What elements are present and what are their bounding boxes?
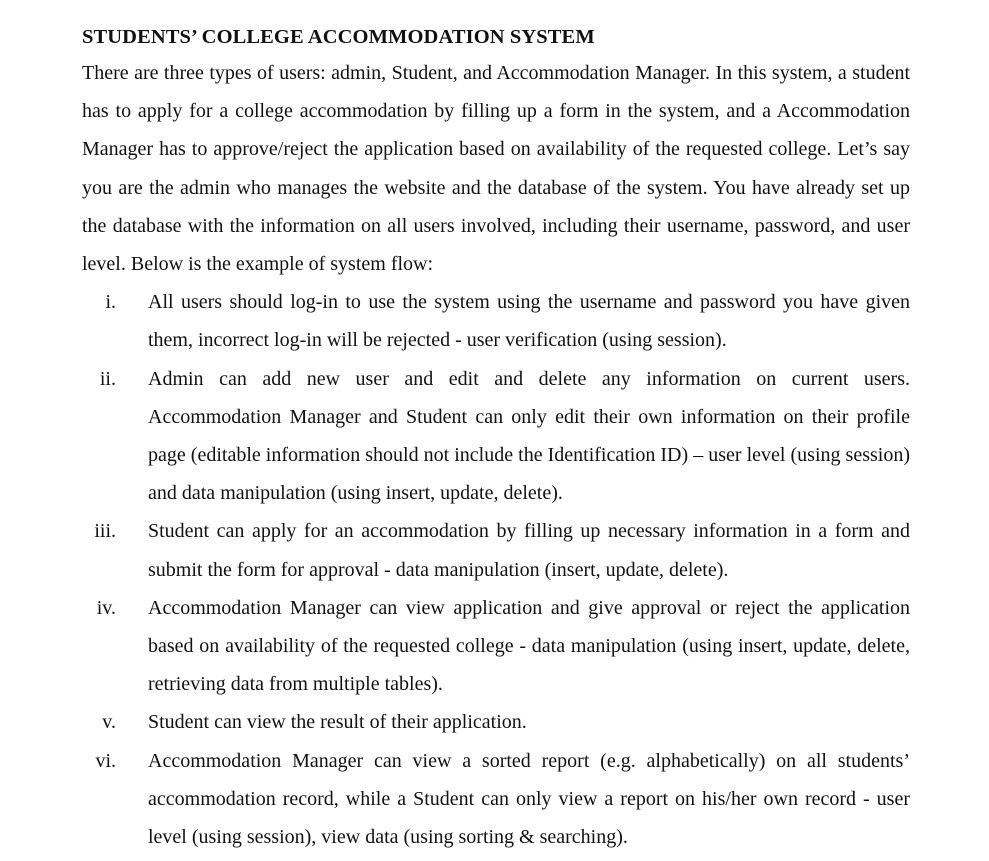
- list-item-numeral: iii.: [94, 520, 116, 543]
- list-item: [82, 589, 910, 704]
- list-item-numeral: i.: [105, 291, 116, 314]
- list-item-text: Student can view the result of their application.: [148, 711, 527, 734]
- list-item: [82, 703, 910, 741]
- list-item-text: Admin can add new user and edit and delete any information on current users. Accommodation Manager and Student can only edit their own information on their profile page (editable information should not include the Identification ID) – user level (using session) and data manipulation (using insert, update, delete).: [148, 367, 910, 505]
- list-item-numeral: v.: [102, 711, 116, 734]
- list-item-numeral: vi.: [95, 749, 116, 772]
- list-item-text: Accommodation Manager can view application and give approval or reject the application based on availability of the requested college - data manipulation (using insert, update, delete, retrieving data from multiple tables).: [148, 596, 910, 696]
- list-item-numeral: ii.: [99, 367, 116, 390]
- list-item: [82, 360, 910, 513]
- system-flow-list: [82, 283, 910, 856]
- list-item: [82, 742, 910, 857]
- intro-paragraph: There are three types of users: admin, Student, and Accommodation Manager. In this system, a student has to apply for a college accommodation by filling up a form in the system, and a Accommodation Manager has to approve/reject the application based on availability of the requested college. Let’s say you are the admin who manages the website and the database of the system. You have already set up the database with the information on all users involved, including their username, password, and user level. Below is the example of system flow:: [82, 62, 910, 276]
- document-page: [82, 20, 910, 856]
- list-item-text: All users should log-in to use the system using the username and password you have given them, incorrect log-in will be rejected - user verification (using session).: [148, 291, 910, 352]
- list-item-text: Student can apply for an accommodation by filling up necessary information in a form and submit the form for approval - data manipulation (insert, update, delete).: [148, 520, 910, 581]
- list-item-text: Accommodation Manager can view a sorted report (e.g. alphabetically) on all students’ accommodation record, while a Student can only view a report on his/her own record - user level (using session), view data (using sorting & searching).: [148, 749, 910, 849]
- list-item-numeral: iv.: [96, 596, 116, 619]
- list-item: [82, 283, 910, 359]
- list-item: [82, 512, 910, 588]
- document-title: STUDENTS’ COLLEGE ACCOMMODATION SYSTEM: [82, 26, 595, 48]
